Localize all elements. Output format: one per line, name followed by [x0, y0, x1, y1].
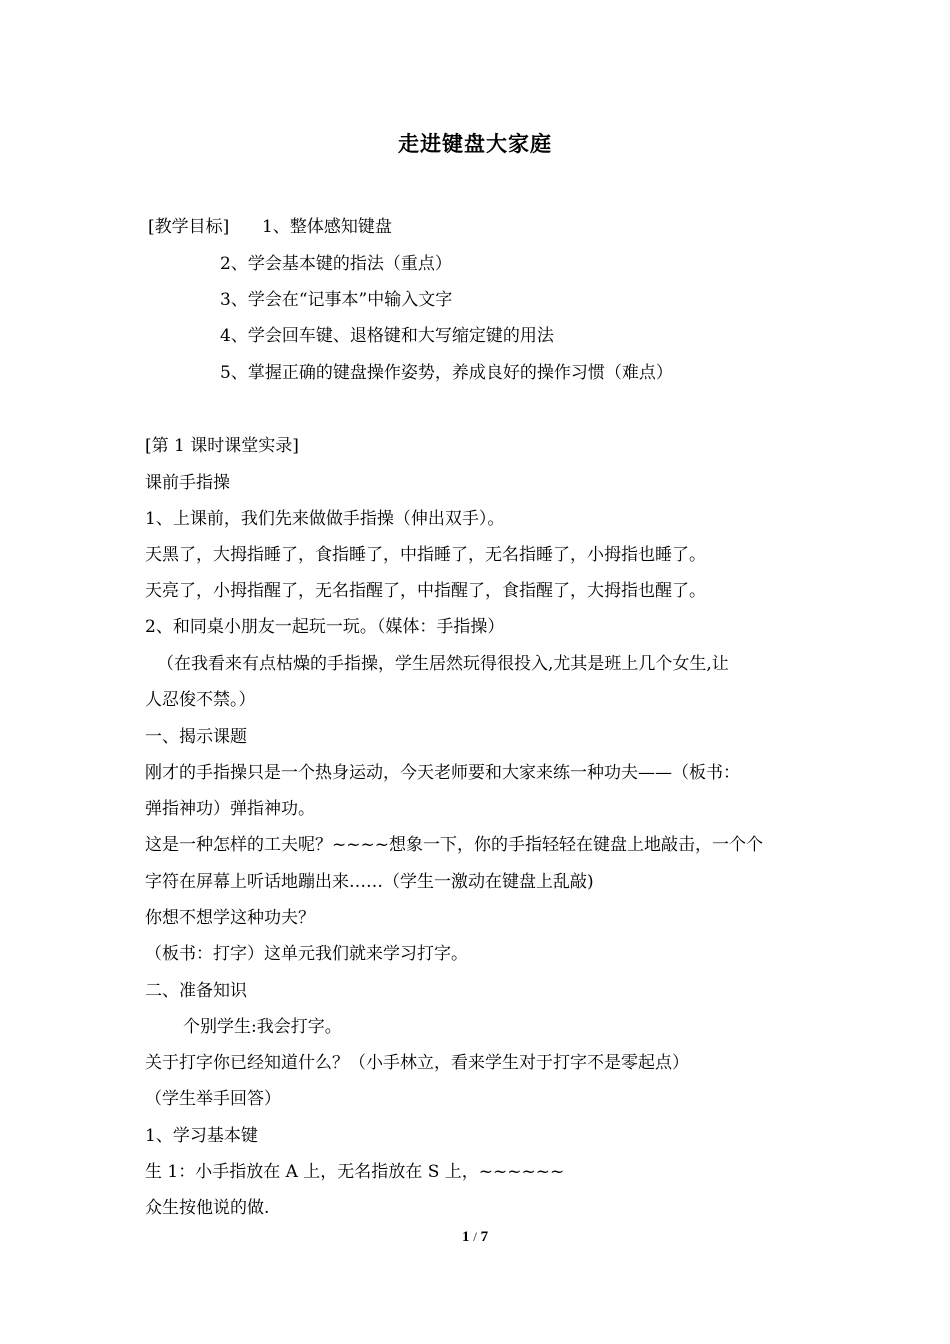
body-paragraph: [第 1 课时课堂实录] [145, 436, 299, 456]
body-paragraph: 天黑了，大拇指睡了，食指睡了，中指睡了，无名指睡了，小拇指也睡了。 [145, 545, 706, 565]
body-paragraph: 2、和同桌小朋友一起玩一玩。（媒体：手指操） [145, 617, 505, 637]
body-paragraph: （板书：打字）这单元我们就来学习打字。 [145, 944, 468, 964]
body-paragraph: 生 1：小手指放在 A 上，无名指放在 S 上，~~~~~~ [145, 1162, 565, 1182]
page-number [0, 1229, 950, 1246]
objective-item: 5、掌握正确的键盘操作姿势，养成良好的操作习惯（难点） [220, 363, 673, 383]
section-heading: 二、准备知识 [145, 981, 247, 1001]
objective-item: 4、学会回车键、退格键和大写缩定键的用法 [220, 326, 554, 346]
section-heading: 一、揭示课题 [145, 727, 247, 747]
page-total: 7 [480, 1229, 489, 1245]
objective-item: 3、学会在“记事本”中输入文字 [220, 290, 453, 310]
body-paragraph: 1、学习基本键 [145, 1126, 258, 1146]
body-paragraph: 人忍俊不禁。） [145, 690, 256, 710]
body-paragraph: 天亮了，小拇指醒了，无名指醒了，中指醒了，食指醒了，大拇指也醒了。 [145, 581, 706, 601]
objective-item: 2、学会基本键的指法（重点） [220, 254, 452, 274]
document-title: 走进键盘大家庭 [398, 131, 552, 156]
body-paragraph: 1、上课前，我们先来做做手指操（伸出双手）。 [145, 509, 505, 529]
body-paragraph: 字符在屏幕上听话地蹦出来……（学生一激动在键盘上乱敲) [145, 872, 594, 892]
body-paragraph: （在我看来有点枯燥的手指操，学生居然玩得很投入,尤其是班上几个女生,让 [157, 654, 729, 674]
objective-item: 1、整体感知键盘 [262, 217, 392, 237]
page-current: 1 [461, 1229, 470, 1245]
body-paragraph: （学生举手回答） [145, 1089, 281, 1109]
body-paragraph: 你想不想学这种功夫？ [145, 908, 315, 928]
page-separator: / [473, 1229, 477, 1244]
body-paragraph: 个别学生:我会打字。 [183, 1017, 342, 1037]
body-paragraph: 这是一种怎样的工夫呢？~~~~想象一下，你的手指轻轻在键盘上地敲击，一个个 [145, 835, 763, 855]
body-paragraph: 弹指神功）弹指神功。 [145, 799, 315, 819]
body-paragraph: 众生按他说的做. [145, 1198, 270, 1218]
body-paragraph: 课前手指操 [145, 473, 230, 493]
body-paragraph: 刚才的手指操只是一个热身运动，今天老师要和大家来练一种功夫——（板书： [145, 763, 740, 783]
objectives-label: [教学目标] [148, 217, 230, 237]
body-paragraph: 关于打字你已经知道什么？（小手林立，看来学生对于打字不是零起点） [145, 1053, 689, 1073]
